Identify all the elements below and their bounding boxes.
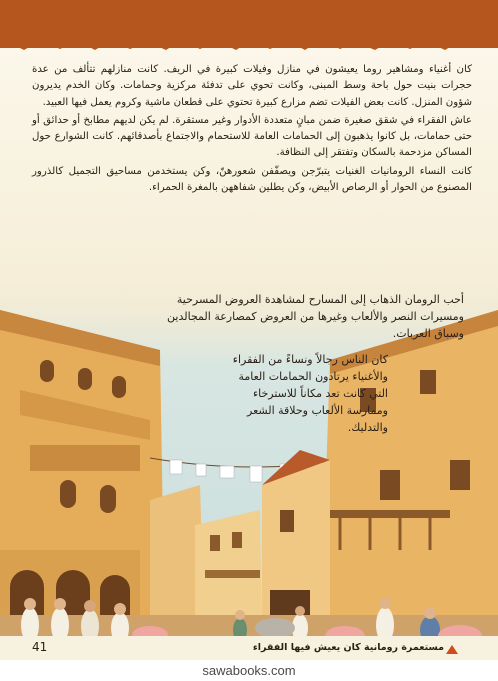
paragraph-rich-houses: كان أغنياء ومشاهير روما يعيشون في منازل وفيلات كبيرة في الريف. كانت منازلهم تتألف من عدة حجرات بنيت حول باحة وسط المبنى، وكانت تحوي على تدفئة مركزية وحمامات. وكان الخدم يديرون شؤون المنزل. كانت بعض الفيلات تضم مزارع كبيرة تحتوي على قطعان ماشية وكروم يعمل فيها العبيد. (32, 64, 472, 108)
paragraph-public-baths: كان الناس رجالاً ونساءً من الفقراء والأغنياء يرتادون الحمامات العامة التي كانت تعد مكاناً للاسترخاء وممارسة الألعاب وحلاقة الشعر والتدليك. (232, 353, 388, 434)
torn-edge (0, 28, 498, 54)
donkey (255, 618, 295, 638)
article-text (32, 62, 472, 198)
paragraph-women-cosmetics: كانت النساء الرومانيات الغنيات يتبرّجن ويصفّفن شعورهنّ، وكن يستخدمن مساحيق التجميل كالذرور المصنوع من الحوار أو الرصاص الأبيض، وكن يطلين شفاههن بالمغرة الحمراء. (32, 165, 472, 194)
paragraph-poor-housing: عاش الفقراء في شقق صغيرة ضمن مبانٍ متعددة الأدوار وغير مستقرة. لم يكن لديهم مطابخ أو حدائق أو حتى حمامات، بل كانوا يذهبون إلى الحمامات العامة للاستحمام والاجتماع بأصدقائهم. كانت الشوارع حول المساكن مزدحمة بالسكان وتفتقر إلى النظافة. (32, 114, 472, 159)
top-decorative-band (0, 0, 498, 48)
page-number: 41 (32, 640, 48, 654)
watermark-link[interactable]: sawabooks.com (0, 660, 498, 681)
illustration-caption: مستعمرة رومانية كان يعيش فيها الفقراء (252, 642, 444, 653)
paragraph-theatres: أحب الرومان الذهاب إلى المسارح لمشاهدة العروض المسرحية ومسيرات النصر والألعاب وغيرها من العروض كمصارعة المجالدين وسباق العربات. (167, 293, 464, 340)
caption-triangle-icon (446, 645, 458, 654)
